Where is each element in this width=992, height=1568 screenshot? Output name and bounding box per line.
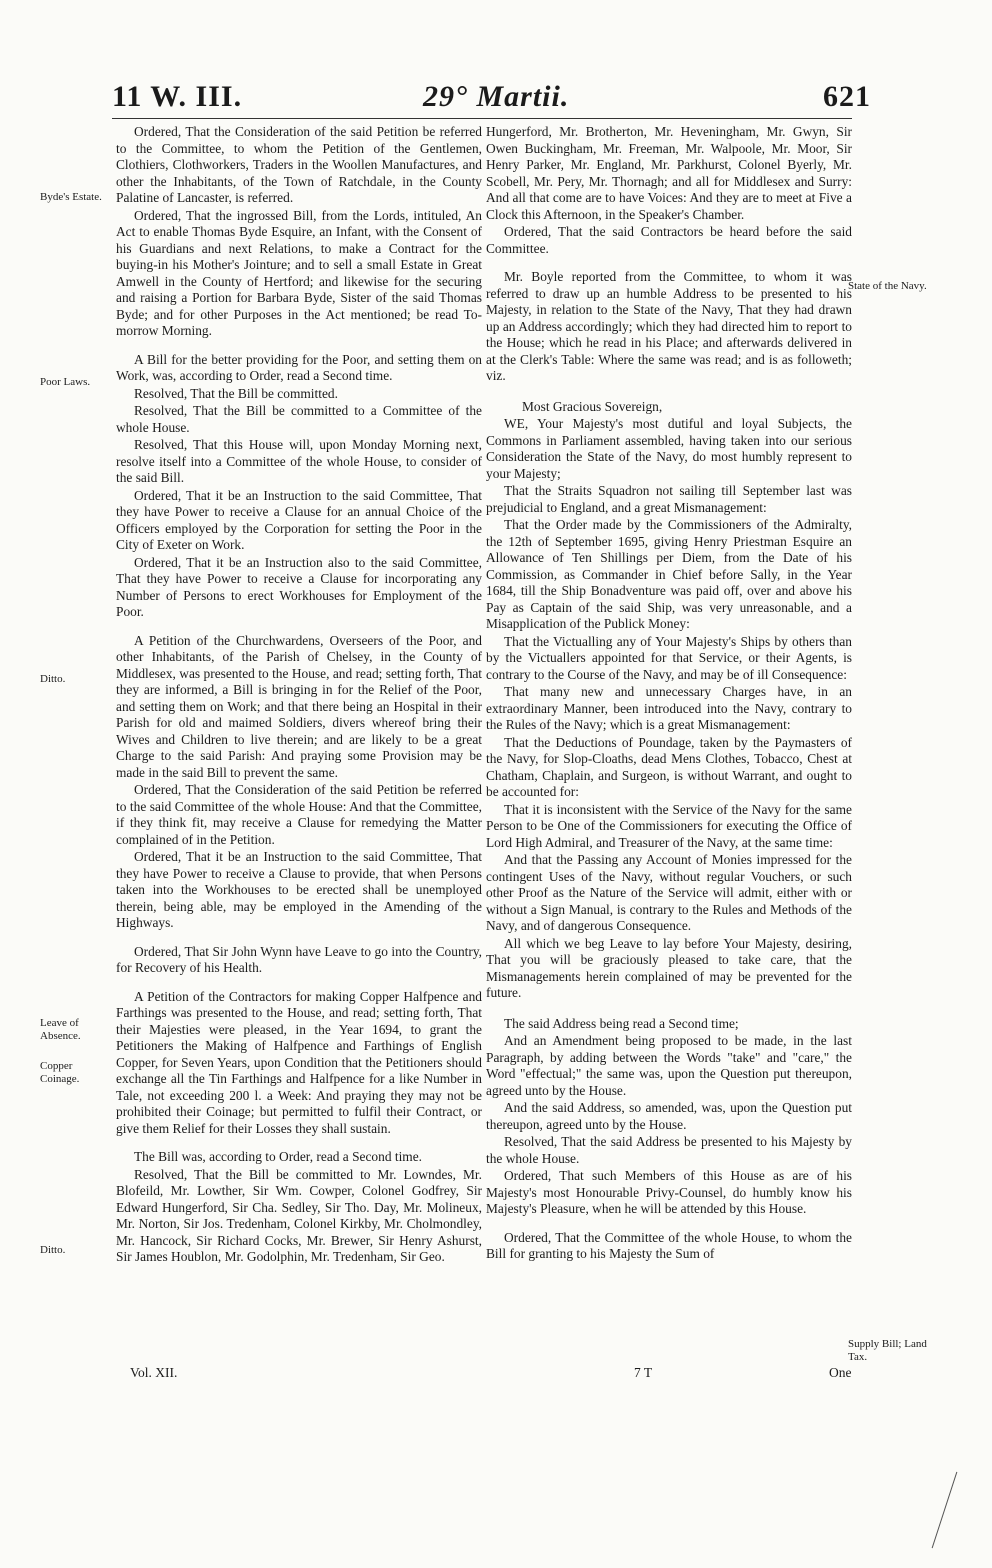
paragraph: Mr. Boyle reported from the Committee, to whom it was referred to draw up an humble Address to be presented to his Majesty, in relation to the State of the Navy, That they had drawn up an Address accordingly; which they had directed him to report to the House; which he read in his Place; and afterwards delivered in at the Clerk's Table: Where the same was read; and is as followeth; viz.	[486, 269, 852, 383]
catchword: One	[829, 1365, 852, 1380]
paragraph: That many new and unnecessary Charges have, in an extraordinary Manner, been introduced into the Navy, contrary to the Rules of the Navy; which is a great Mismanagement:	[486, 684, 852, 732]
margin-note-supply-bill: Supply Bill; Land Tax.	[848, 1338, 927, 1363]
margin-note-copper-coinage: Copper Coinage.	[40, 1060, 80, 1085]
paragraph: Ordered, That the ingrossed Bill, from the Lords, intituled, An Act to enable Thomas Byde Esquire, an Infant, with the Consent of his Guardians and next Relations, to make a Contract for the buying-in his Mother's Jointure; and to sell a small Estate in Great Amwell in the County of Hertford; and likewise for the securing and raising a Portion for Barbara Byde, Sister of the said Thomas Byde; and for other Purposes in the Act mentioned; be read To-morrow Morning.	[116, 207, 482, 338]
header-rule	[112, 118, 852, 119]
paragraph: Ordered, That the Consideration of the said Petition be referred to the said Committee of the whole House: And that the Committee, if they think fit, may receive a Clause for remedying the Matter complained of in the Petition.	[116, 782, 482, 847]
page-number: 621	[823, 80, 871, 113]
margin-note-ditto: Ditto.	[40, 673, 66, 685]
paragraph: Resolved, That the Bill be committed to Mr. Lowndes, Mr. Blofeild, Mr. Lowther, Sir Wm. Cowper, Colonel Godfrey, Sir Edward Hungerford, Sir Cha. Sedley, Sir Tho. Day, Mr. Molineux, Mr. Norton, Sir Jos. Tredenham, Colonel Kirkby, Mr. Cholmondley, Mr. Hancock, Sir Richard Cocks, Mr. Brewer, Sir Henry Ashurst, Sir James Houblon, Mr. Godolphin, Mr. Tredenham, Sir Geo.	[116, 1166, 482, 1264]
paragraph: Resolved, That the Bill be committed.	[134, 385, 338, 401]
volume-number: Vol. XII.	[130, 1365, 178, 1380]
paragraph: And that the Passing any Account of Monies impressed for the contingent Uses of the Navy, without regular Vouchers, or such other Proof as the Nature of the Service will admit, either with or without a Sign Manual, is contrary to the Rules and Methods of the Navy, and of dangerous Consequence.	[486, 852, 852, 933]
paragraph: That the Order made by the Commissioners of the Admiralty, the 12th of September 1695, giving Henry Priestman Esquire an Allowance of Ten Shillings per Diem, from the Date of his Commission, as Commander in Chief before Sally, in the Year 1684, till the Ship Bonadventure was paid off, over and above his Pay as Captain of the said Ship, was very unreasonable, and a Misapplication of the Publick Money:	[486, 517, 852, 631]
paragraph: Ordered, That the Committee of the whole House, to whom the Bill for granting to his Majesty the Sum of	[486, 1229, 852, 1261]
paragraph: Hungerford, Mr. Brotherton, Mr. Heveningham, Mr. Gwyn, Sir Owen Buckingham, Mr. Freeman, Mr. Walpoole, Mr. Moor, Sir Henry Parker, Mr. England, Mr. Parkhurst, Colonel Byerly, Mr. Scobell, Mr. Pery, Mr. Thornagh; and all for Middlesex and Surry: And all that come are to have Voices: And they are to meet at Five a Clock this Afternoon, in the Speaker's Chamber.	[486, 124, 852, 222]
margin-note-bydes-estate: Byde's Estate.	[40, 191, 102, 203]
paragraph: That the Deductions of Poundage, taken by the Paymasters of the Navy, for Slop-Cloaths, dead Mens Clothes, Tobacco, Chest at Chatham, Chaplain, and Surgeon, is without Warrant, and ought to be accounted for:	[486, 734, 852, 799]
paragraph: Resolved, That the Bill be committed to a Committee of the whole House.	[116, 403, 482, 435]
paragraph: A Petition of the Churchwardens, Overseers of the Poor, and other Inhabitants, of the Parish of Chelsey, in the County of Middlesex, was presented to the House, and read; setting forth, That they are informed, a Bill is bringing in for the Relief of the Poor, and setting them on Work; and that there being an Hospital in their Parish for old and maimed Soldiers, divers whereof bring their Wives and Children to live therein; and are likely to be a great Charge to the said Parish: And praying some Provision may be made in the said Bill to prevent the same.	[116, 632, 482, 780]
paragraph: Ordered, That it be an Instruction also to the said Committee, That they have Power to receive a Clause for incorporating any Number of Persons to erect Workhouses for Employment of the Poor.	[116, 554, 482, 619]
paragraph: The Bill was, according to Order, read a Second time.	[134, 1149, 423, 1164]
regnal-year-header: 11 W. III.	[112, 80, 243, 113]
date-header: 29° Martii.	[423, 80, 570, 113]
paragraph: The said Address being read a Second time;	[504, 1015, 739, 1031]
margin-note-poor-laws: Poor Laws.	[40, 376, 91, 388]
margin-note-ditto: Ditto.	[40, 1244, 66, 1256]
right-column	[486, 124, 852, 1264]
paragraph: Ordered, That the Consideration of the said Petition be referred to the Committee, to whom the Petition of the Gentlemen, Clothiers, Clothworkers, Traders in the Woollen Manufactures, and other the Inhabitants, of the Town of Ratchdale, in the County Palatine of Lancaster, is referred.	[116, 124, 482, 205]
paragraph: That the Victualling any of Your Majesty's Ships by others than by the Victuallers appointed for that Service, or their Agents, is contrary to the Course of the Navy, and may be of ill Consequence:	[486, 633, 852, 682]
paragraph: Ordered, That such Members of this House as are of his Majesty's most Honourable Privy-Counsel, do humbly know his Majesty's Pleasure, when he will be attended by this House.	[486, 1168, 852, 1216]
paragraph: Ordered, That Sir John Wynn have Leave to go into the Country, for Recovery of his Health.	[116, 943, 482, 975]
margin-note-leave-of-absence: Leave of Absence.	[40, 1017, 81, 1042]
paragraph: A Petition of the Contractors for making Copper Halfpence and Farthings was presented to the House, and read; setting forth, That their Majesties were pleased, in the Year 1694, to grant the Petitioners the Making of Halfpence and Farthings of English Copper, for Seven Years, upon Condition that the Petitioners should exchange all the Tin Farthings and Halfpence for a like Number in Tale, not exceeding 200 l. a Week: And praying they may not be prohibited their Coinage; but permitted to fulfil their Contract, or give them Relief for their Losses they shall sustain.	[116, 988, 482, 1136]
salutation: Most Gracious Sovereign,	[522, 398, 663, 414]
paragraph: A Bill for the better providing for the Poor, and setting them on Work, was, according to Order, read a Second time.	[116, 351, 482, 383]
margin-note-state-of-navy: State of the Navy.	[848, 280, 927, 292]
paragraph: That the Straits Squadron not sailing till September last was prejudicial to England, and a great Mismanagement:	[486, 483, 852, 515]
paragraph: Resolved, That this House will, upon Monday Morning next, resolve itself into a Committee of the whole House, to consider of the said Bill.	[116, 437, 482, 485]
ink-stroke	[932, 1472, 958, 1548]
paragraph: Resolved, That the said Address be presented to his Majesty by the whole House.	[486, 1134, 852, 1166]
signature-mark: 7 T	[634, 1365, 653, 1380]
paragraph: Ordered, That it be an Instruction to the said Committee, That they have Power to receive a Clause for an annual Choice of the Officers employed by the Corporation for setting the Poor in the City of Exeter on Work.	[116, 487, 482, 552]
paragraph: And the said Address, so amended, was, upon the Question put thereupon, agreed unto by the House.	[486, 1100, 852, 1132]
paragraph: WE, Your Majesty's most dutiful and loyal Subjects, the Commons in Parliament assembled, having taken into our serious Consideration the State of the Navy, do most humbly represent to your Majesty;	[486, 416, 852, 481]
paragraph: Ordered, That the said Contractors be heard before the said Committee.	[486, 224, 852, 256]
paragraph: And an Amendment being proposed to be made, in the last Paragraph, by adding between the Words "take" and "care," the Word "effectual;" the same was, upon the Question put thereupon, agreed unto by the House.	[486, 1033, 852, 1098]
paragraph: That it is inconsistent with the Service of the Navy for the same Person to be One of the Commissioners for executing the Office of Lord High Admiral, and Treasurer of the Navy, at the same time:	[486, 801, 852, 850]
paragraph: All which we beg Leave to lay before Your Majesty, desiring, That you will be graciously pleased to take care, that the Mismanagements herein complained of may be prevented for the future.	[486, 935, 852, 1000]
left-column	[116, 124, 482, 1267]
paragraph: Ordered, That it be an Instruction to the said Committee, That they have Power to receive a Clause to provide, that when Persons taken into the Workhouses to be erected shall be unemployed therein, being able, may be employed in the Amending of the Highways.	[116, 849, 482, 930]
